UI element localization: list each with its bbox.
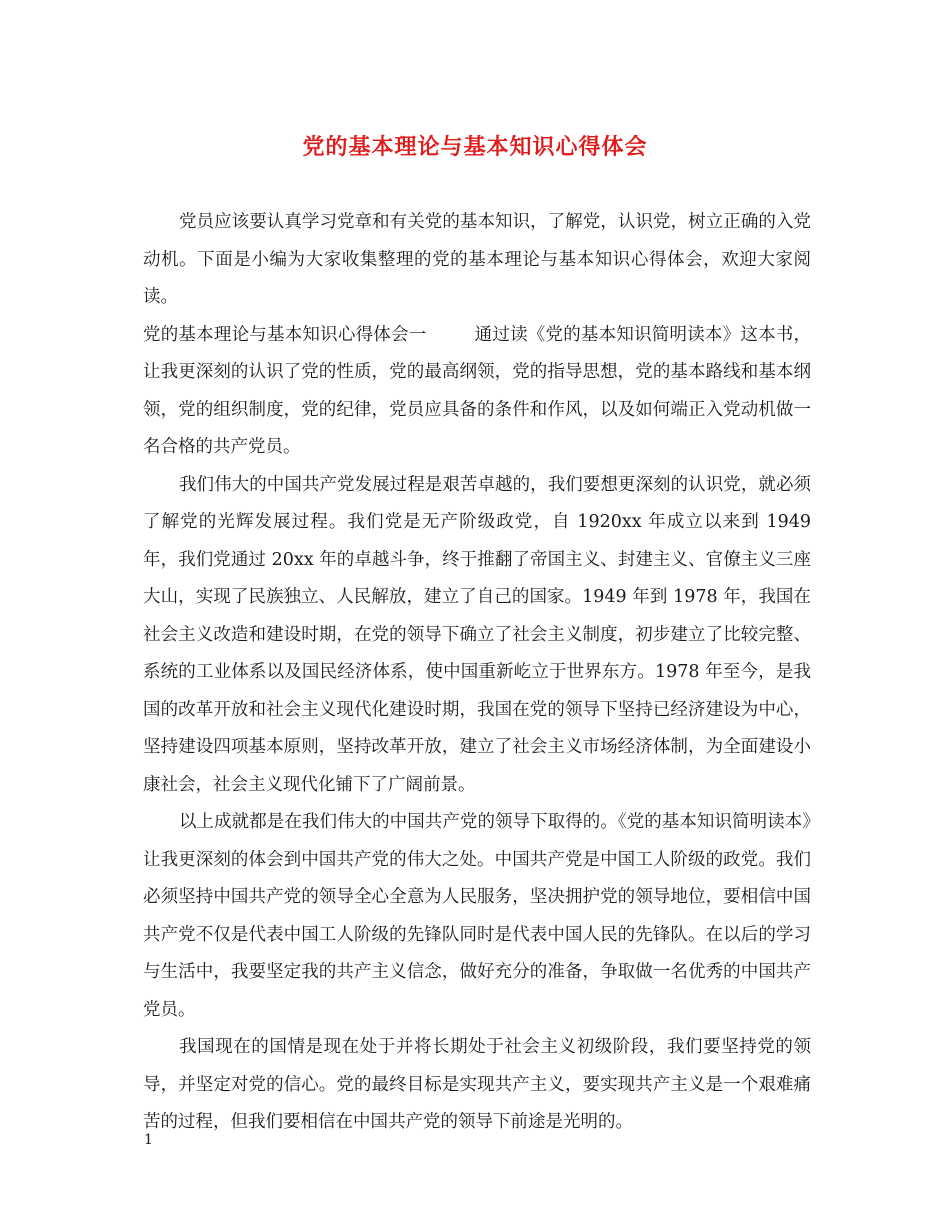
section-one-paragraph (143, 317, 811, 467)
page-number: 1 (144, 1132, 153, 1148)
document-body (143, 204, 811, 1142)
intro-paragraph: 党员应该要认真学习党章和有关党的基本知识，了解党，认识党，树立正确的入党动机。下面是小编为大家收集整理的党的基本理论与基本知识心得体会，欢迎大家阅读。 (143, 212, 811, 307)
document-title: 党的基本理论与基本知识心得体会 (302, 134, 648, 160)
paragraph-achievements: 以上成就都是在我们伟大的中国共产党的领导下取得的。《党的基本知识简明读本》让我更深刻的体会到中国共产党的伟大之处。中国共产党是中国工人阶级的政党。我们必须坚持中国共产党的领导全心全意为人民服务，坚决拥护党的领导地位，要相信中国共产党不仅是代表中国工人阶级的先锋队同时是代表中国人民的先锋队。在以后的学习与生活中，我要坚定我的共产主义信念，做好充分的准备，争取做一名优秀的中国共产党员。 (143, 812, 811, 1020)
section-heading: 党的基本理论与基本知识心得体会一 (143, 324, 427, 345)
paragraph-national-conditions: 我国现在的国情是现在处于并将长期处于社会主义初级阶段，我们要坚持党的领导，并坚定对党的信心。党的最终目标是实现共产主义，要实现共产主义是一个艰难痛苦的过程，但我们要相信在中国共产党的领导下前途是光明的。 (143, 1037, 811, 1132)
paragraph-history: 我们伟大的中国共产党发展过程是艰苦卓越的，我们要想更深刻的认识党，就必须了解党的光辉发展过程。我们党是无产阶级政党，自 1920xx 年成立以来到 1949 年，我们党通过 20xx 年的卓越斗争，终于推翻了帝国主义、封建主义、官僚主义三座大山，实现了民族独立、人民解放，建立了自己的国家。1949 年到 1978 年，我国在社会主义改造和建设时期，在党的领导下确立了社会主义制度，初步建立了比较完整、系统的工业体系以及国民经济体系，使中国重新屹立于世界东方。1978 年至今，是我国的改革开放和社会主义现代化建设时期，我国在党的领导下坚持已经济建设为中心，坚持建设四项基本原则，坚持改革开放，建立了社会主义市场经济体制，为全面建设小康社会，社会主义现代化铺下了广阔前景。 (143, 474, 811, 795)
section-first-paragraph: 通过读《党的基本知识简明读本》这本书，让我更深刻的认识了党的性质，党的最高纲领，党的指导思想，党的基本路线和基本纲领，党的组织制度，党的纪律，党员应具备的条件和作风，以及如何端正入党动机做一名合格的共产党员。 (143, 324, 812, 457)
